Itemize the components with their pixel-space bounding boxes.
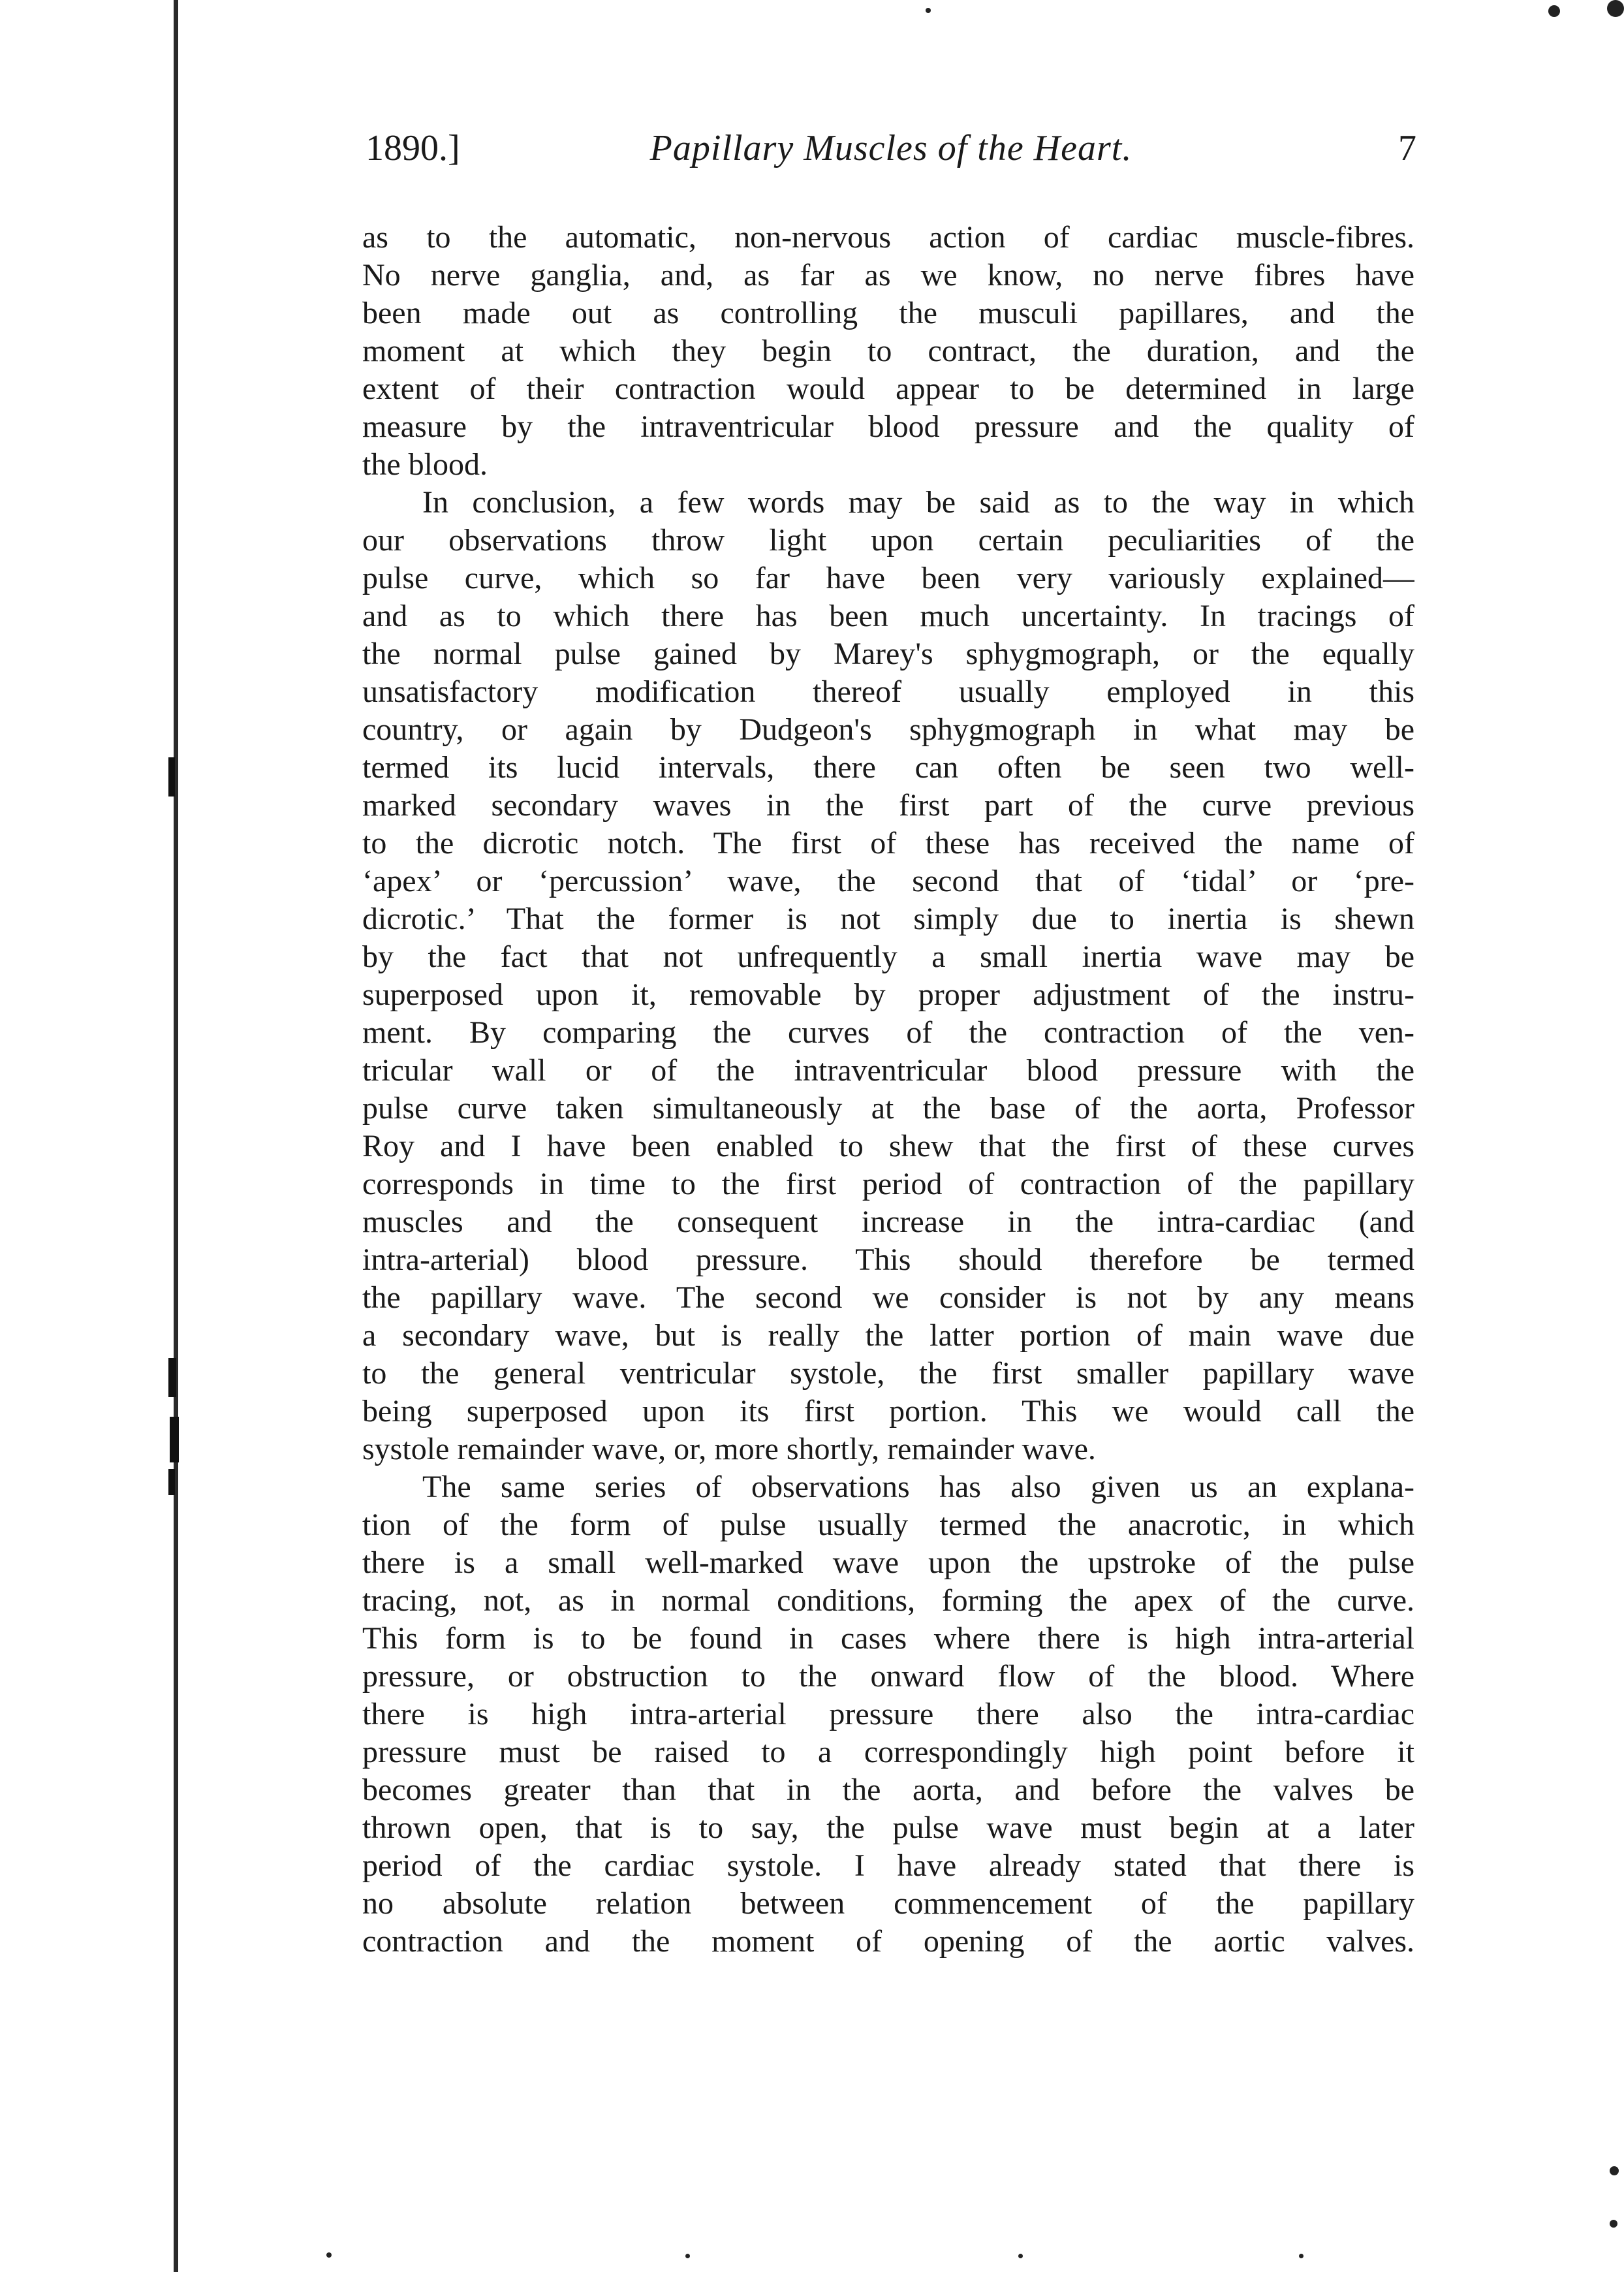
text-line: to the dicrotic notch. The first of these has received the name of bbox=[362, 826, 1414, 860]
text-line: the blood. bbox=[362, 447, 488, 482]
text-line: Roy and I have been enabled to shew that the first of these curves bbox=[362, 1129, 1414, 1163]
scan-speck bbox=[1610, 2220, 1617, 2228]
scan-speck bbox=[1610, 2166, 1619, 2175]
running-header bbox=[366, 127, 1416, 186]
spine-mark bbox=[168, 1469, 175, 1495]
spine-mark bbox=[170, 1417, 179, 1462]
text-line: there is a small well-marked wave upon the upstroke of the pulse bbox=[362, 1545, 1414, 1580]
text-line: pulse curve, which so far have been very variously explained— bbox=[362, 561, 1414, 595]
text-line: being superposed upon its first portion. This we would call the bbox=[362, 1394, 1414, 1428]
text-line: no absolute relation between commencement of the papillary bbox=[362, 1886, 1414, 1921]
spine-mark bbox=[168, 757, 175, 797]
paragraph bbox=[362, 219, 1414, 484]
text-line: marked secondary waves in the first part of the curve previous bbox=[362, 788, 1414, 823]
text-line: measure by the intraventricular blood pressure and the quality of bbox=[362, 409, 1414, 444]
text-line: a secondary wave, but is really the latter portion of main wave due bbox=[362, 1318, 1414, 1353]
text-line: pulse curve taken simultaneously at the base of the aorta, Professor bbox=[362, 1091, 1414, 1126]
scan-speck bbox=[1299, 2254, 1304, 2258]
text-line: by the fact that not unfrequently a small inertia wave may be bbox=[362, 939, 1414, 974]
text-line: tricular wall or of the intraventricular blood pressure with the bbox=[362, 1053, 1414, 1088]
text-line: as to the automatic, non-nervous action of cardiac muscle-fibres. bbox=[362, 220, 1414, 255]
text-line: our observations throw light upon certain peculiarities of the bbox=[362, 523, 1414, 558]
spine-mark bbox=[168, 1358, 176, 1397]
text-line: systole remainder wave, or, more shortly, remainder wave. bbox=[362, 1432, 1096, 1466]
text-line: No nerve ganglia, and, as far as we know, no nerve fibres have bbox=[362, 258, 1414, 292]
text-line: unsatisfactory modification thereof usually employed in this bbox=[362, 674, 1414, 709]
text-line: pressure must be raised to a correspondingly high point before it bbox=[362, 1735, 1414, 1769]
text-line: superposed upon it, removable by proper adjustment of the instru- bbox=[362, 977, 1414, 1012]
text-line: the normal pulse gained by Marey's sphygmograph, or the equally bbox=[362, 637, 1414, 671]
text-line: thrown open, that is to say, the pulse wave must begin at a later bbox=[362, 1810, 1414, 1845]
scan-speck bbox=[326, 2252, 332, 2258]
text-line: The same series of observations has also given us an explana- bbox=[422, 1470, 1414, 1504]
text-line: termed its lucid intervals, there can often be seen two well- bbox=[362, 750, 1414, 785]
paragraph bbox=[362, 484, 1414, 1468]
page-number: 7 bbox=[1398, 128, 1416, 168]
body-text bbox=[362, 219, 1414, 1961]
text-line: In conclusion, a few words may be said as to the way in which bbox=[422, 485, 1414, 520]
text-line: dicrotic.’ That the former is not simply due to inertia is shewn bbox=[362, 902, 1414, 936]
text-line: country, or again by Dudgeon's sphygmograph in what may be bbox=[362, 712, 1414, 747]
text-line: there is high intra-arterial pressure there also the intra-cardiac bbox=[362, 1697, 1414, 1731]
scan-speck bbox=[1548, 5, 1560, 17]
book-spine-edge bbox=[174, 0, 178, 2272]
text-line: contraction and the moment of opening of the aortic valves. bbox=[362, 1924, 1414, 1959]
scan-speck bbox=[1018, 2254, 1023, 2258]
text-line: period of the cardiac systole. I have already stated that there is bbox=[362, 1848, 1414, 1883]
paragraph bbox=[362, 1468, 1414, 1961]
text-line: ‘apex’ or ‘percussion’ wave, the second that of ‘tidal’ or ‘pre- bbox=[362, 864, 1414, 898]
scan-speck bbox=[1607, 0, 1624, 17]
text-line: intra-arterial) blood pressure. This should therefore be termed bbox=[362, 1242, 1414, 1277]
scan-speck bbox=[685, 2254, 690, 2258]
text-line: extent of their contraction would appear to be determined in large bbox=[362, 371, 1414, 406]
text-line: pressure, or obstruction to the onward flow of the blood. Where bbox=[362, 1659, 1414, 1694]
text-line: tracing, not, as in normal conditions, forming the apex of the curve. bbox=[362, 1583, 1414, 1618]
text-line: to the general ventricular systole, the first smaller papillary wave bbox=[362, 1356, 1414, 1391]
text-line: muscles and the consequent increase in the intra-cardiac (and bbox=[362, 1205, 1414, 1239]
text-line: ment. By comparing the curves of the contraction of the ven- bbox=[362, 1015, 1414, 1050]
text-line: corresponds in time to the first period of contraction of the papillary bbox=[362, 1167, 1414, 1201]
running-title: Papillary Muscles of the Heart. bbox=[649, 128, 1132, 168]
text-line: moment at which they begin to contract, the duration, and the bbox=[362, 334, 1414, 368]
text-line: tion of the form of pulse usually termed the anacrotic, in which bbox=[362, 1507, 1414, 1542]
text-line: the papillary wave. The second we consider is not by any means bbox=[362, 1280, 1414, 1315]
header-year: 1890.] bbox=[366, 128, 460, 168]
text-line: been made out as controlling the musculi papillares, and the bbox=[362, 296, 1414, 330]
text-line: becomes greater than that in the aorta, and before the valves be bbox=[362, 1773, 1414, 1807]
scan-speck bbox=[926, 8, 931, 13]
text-line: This form is to be found in cases where there is high intra-arterial bbox=[362, 1621, 1414, 1656]
text-line: and as to which there has been much uncertainty. In tracings of bbox=[362, 599, 1414, 633]
